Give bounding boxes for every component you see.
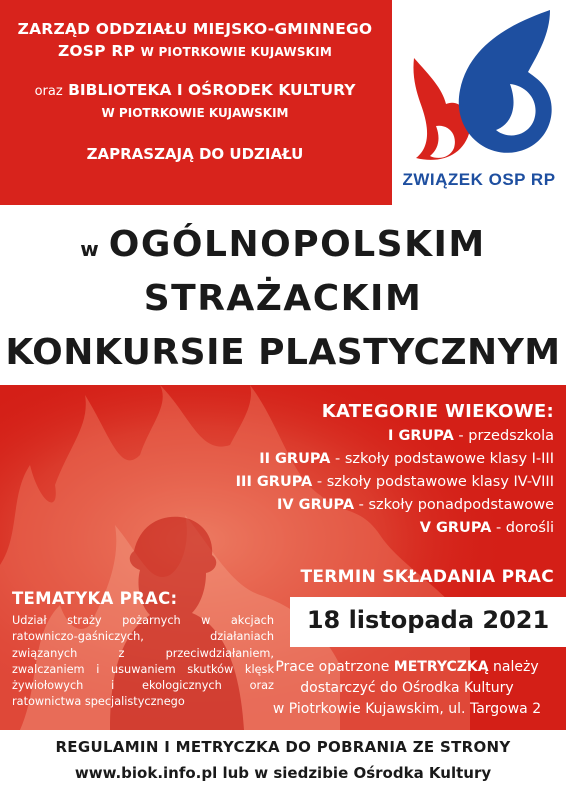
category-row [236, 471, 554, 494]
submission-note [262, 657, 552, 720]
category-desc: - szkoły podstawowe klasy IV-VIII [312, 474, 554, 490]
header-line3-prefix: oraz [34, 84, 63, 99]
deadline-date: 18 listopada 2021 [306, 606, 550, 634]
theme-heading: TEMATYKA PRAC: [12, 589, 178, 608]
deadline-date-box [290, 597, 566, 647]
header-line4: W PIOTRKOWIE KUJAWSKIM [101, 106, 289, 120]
category-group: III GRUPA [235, 474, 313, 490]
categories-heading: KATEGORIE WIEKOWE: [321, 401, 554, 422]
category-row [236, 494, 554, 517]
footer [0, 730, 566, 800]
note-pre: Prace opatrzone [275, 659, 394, 675]
title-line2: STRAŻACKIM [143, 278, 423, 319]
title-line1 [0, 221, 566, 273]
header-line3 [0, 79, 390, 103]
header-line2 [0, 40, 390, 63]
header-invite: ZAPRASZAJĄ DO UDZIAŁU [86, 145, 304, 163]
category-group: I GRUPA [388, 428, 454, 444]
age-categories [236, 399, 554, 540]
category-row [236, 425, 554, 448]
title-line3: KONKURSIE PLASTYCZNYM [5, 332, 561, 373]
header-line2-bold: ZOSP RP [57, 42, 136, 60]
category-desc: - dorośli [491, 520, 554, 536]
header-line2-rest: W PIOTRKOWIE KUJAWSKIM [140, 45, 332, 59]
category-desc: - przedszkola [453, 428, 554, 444]
category-row [236, 448, 554, 471]
category-group: IV GRUPA [277, 497, 355, 513]
footer-line2 [0, 762, 566, 784]
header-line3-bold: BIBLIOTEKA I OŚRODEK KULTURY [68, 81, 356, 99]
submission-note-line2: dostarczyć do Ośrodka Kultury [300, 680, 514, 696]
category-desc: - szkoły podstawowe klasy I-III [330, 451, 554, 467]
category-desc: - szkoły ponadpodstawowe [354, 497, 554, 513]
category-group: II GRUPA [259, 451, 331, 467]
header-banner [0, 0, 566, 205]
title-prefix: w [80, 237, 99, 261]
theme-body: Udział straży pożarnych w akcjach ratowniczo-gaśniczych, działaniach związanych z przeciwdziałaniem, zwalczaniem i usuwaniem skutków klęsk żywiołowych i ekologicznych oraz ratownictwa specjalistycznego [12, 614, 274, 709]
category-group: V GRUPA [419, 520, 492, 536]
title-block [0, 205, 566, 385]
header-text [0, 18, 390, 165]
flame-drop-icon [400, 6, 558, 166]
footer-line2-rest: lub w siedzibie Ośrodka Kultury [217, 764, 492, 782]
header-line1: ZARZĄD ODDZIAŁU MIEJSKO-GMINNEGO [17, 20, 373, 38]
deadline-heading: TERMIN SKŁADANIA PRAC [300, 567, 554, 587]
submission-note-line3: w Piotrkowie Kujawskim, ul. Targowa 2 [272, 701, 542, 717]
note-post: należy [488, 659, 539, 675]
footer-line1: REGULAMIN I METRYCZKA DO POBRANIA ZE STRONY [55, 738, 511, 756]
note-bold: METRYCZKĄ [393, 659, 489, 675]
category-row [236, 517, 554, 540]
title-line1-text: OGÓLNOPOLSKIM [108, 224, 486, 265]
submission-note-line1 [262, 657, 552, 678]
osp-logo [392, 0, 566, 205]
info-section [0, 385, 566, 730]
footer-link[interactable]: www.biok.info.pl [74, 764, 218, 782]
logo-text: ZWIĄZEK OSP RP [402, 170, 556, 189]
